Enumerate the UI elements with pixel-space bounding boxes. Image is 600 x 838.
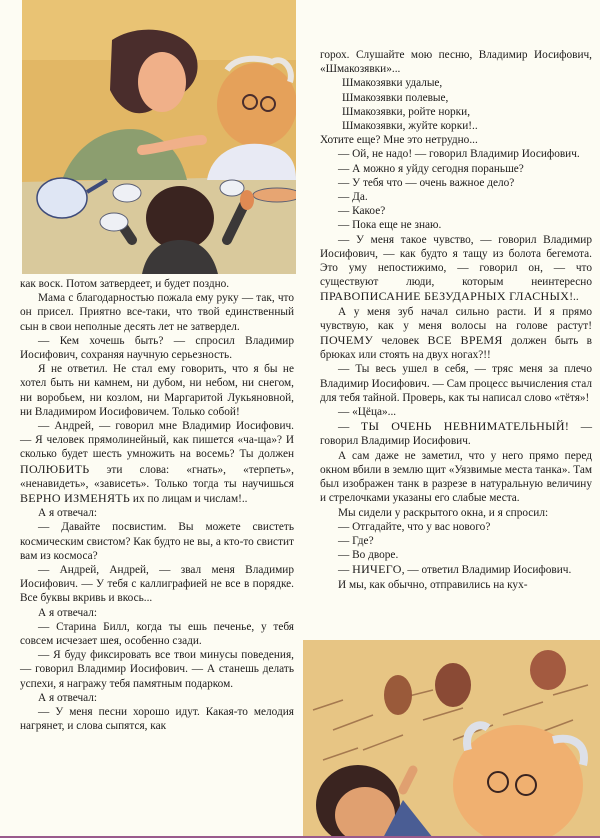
text-run: А у меня зуб начал сильно расти. И я прямо чувствую, как у меня волосы на голове растут! xyxy=(320,305,592,332)
tea-table-scene-icon xyxy=(22,0,296,274)
paragraph: Я не ответил. Не стал ему говорить, что я бы не хотел быть ни камнем, ни дубом, ни небом, ни снегом, ни воробьем, ни козлом, ни Маргаритой Лукьяновной, ни Владимиром Иосифовичем. Только собой! xyxy=(20,363,294,418)
paragraph xyxy=(320,419,592,448)
text-run: , — ответил Владимир Иосифович. xyxy=(401,564,572,577)
paragraph: — Андрей, Андрей, — звал меня Владимир Иосифович. — У тебя с каллиграфией не все в порядке. Все буквы вкривь и вкось... xyxy=(20,564,294,605)
verse-line: Шмакозявки удалые, xyxy=(342,77,443,90)
paragraph: — «Цёца»... xyxy=(338,406,397,419)
paragraph: — Давайте посвистим. Вы можете свистеть космическим свистом? Как будто не вы, а кто-то свистит вам из космоса? xyxy=(20,521,294,562)
paragraph: — Ой, не надо! — говорил Владимир Иосифович. xyxy=(338,148,580,161)
text-run: — xyxy=(338,421,361,434)
paragraph xyxy=(320,233,592,305)
paragraph: А я отвечал: xyxy=(38,606,98,619)
paragraph: — Да. xyxy=(338,191,368,204)
text-run: их по лицам и числам!.. xyxy=(130,493,248,506)
paragraph: — У меня песни хорошо идут. Какая-то мелодия нагрянет, и слова сыпятся, как xyxy=(20,706,294,733)
paragraph: — Кем хочешь быть? — спросил Владимир Иосифович, сохраняя научную серьезность. xyxy=(20,334,294,362)
paragraph: — Во дворе. xyxy=(338,549,399,562)
text-run: !.. xyxy=(569,291,579,304)
text-run: — У меня такое чувство, — говорил Владимир Иосифович, — как будто я тащу из болота бегемота. Это уму непостижимо, — говорил он, — что существуют люди, которым неинтересно xyxy=(320,233,592,289)
paragraph: как воск. Потом затвердеет, и будет поздно. xyxy=(20,278,230,290)
paragraph: — Я буду фиксировать все твои минусы поведения, — говорил Владимир Иосифович. — А станешь делать успехи, я награжу тебя памятным подарком. xyxy=(20,649,294,690)
paragraph: — Какое? xyxy=(338,205,386,218)
paragraph xyxy=(320,562,592,577)
text-run: — говорил Владимир Иосифович. xyxy=(320,421,592,448)
verse-line: Шмакозявки, ройте норки, xyxy=(342,105,471,118)
paragraph xyxy=(320,305,592,363)
paragraph: Хотите еще? Мне это нетрудно... xyxy=(320,134,478,147)
paragraph: горох. Слушайте мою песню, Владимир Иосифович, «Шмакозявки»... xyxy=(320,49,592,76)
paragraph: И мы, как обычно, отправились на кух- xyxy=(338,578,528,591)
paragraph: — Где? xyxy=(338,534,374,547)
capitalized-emphasis: ТЫ ОЧЕНЬ НЕВНИМАТЕЛЬНЫЙ! xyxy=(360,419,570,434)
text-run: — Андрей, — говорил мне Владимир Иосифович. — Я человек прямолинейный, как пишется «ча-ща»? И сколько будет шесть умножить на восемь? Ты должен xyxy=(20,420,294,461)
text-run: должен быть в брюках или стоять на двух ногах?!! xyxy=(320,335,592,362)
verse-line: Шмакозявки полевые, xyxy=(342,91,449,104)
paragraph: Мы сидели у раскрытого окна, и я спросил: xyxy=(338,506,549,519)
illustration-field-creatures xyxy=(303,640,600,838)
capitalized-emphasis: ПОЛЮБИТЬ xyxy=(20,461,90,476)
paragraph: — Пока еще не знаю. xyxy=(338,219,442,232)
text-run: эти слова: «гнать», «терпеть», «ненавидеть», «зависеть». Только тогда ты научишься xyxy=(20,463,294,490)
field-scene-icon xyxy=(303,640,600,838)
song-verse xyxy=(320,76,592,133)
capitalized-emphasis: ПРАВОПИСАНИЕ БЕЗУДАРНЫХ ГЛАСНЫХ xyxy=(320,289,570,304)
illustration-tea-table xyxy=(22,0,296,274)
paragraph: А сам даже не заметил, что у него прямо перед окном вбили в землю щит «Уязвимые места танка». Там был изображен танк в разрезе в натуральную величину и стрелочками указаны его слабые места. xyxy=(320,449,592,505)
text-run: человек xyxy=(373,335,428,348)
paragraph: — У тебя что — очень важное дело? xyxy=(338,176,515,189)
paragraph: А я отвечал: xyxy=(38,507,98,520)
paragraph xyxy=(20,419,294,506)
text-run: — xyxy=(338,564,353,577)
capitalized-emphasis: НИЧЕГО xyxy=(352,562,402,577)
paragraph: Мама с благодарностью пожала ему руку — так, что он присел. Приятно все-таки, что твой единственный сын в свои неполные десять лет не затвердел. xyxy=(20,292,294,333)
paragraph: — А можно я уйду сегодня пораньше? xyxy=(338,162,524,175)
capitalized-emphasis: ВСЕ ВРЕМЯ xyxy=(427,333,503,348)
paragraph: А я отвечал: xyxy=(38,691,98,704)
paragraph: — Старина Билл, когда ты ешь печенье, у тебя совсем исчезает шея, особенно сзади. xyxy=(20,620,294,648)
verse-line: Шмакозявки, жуйте корки!.. xyxy=(342,120,478,133)
capitalized-emphasis: ВЕРНО ИЗМЕНЯТЬ xyxy=(20,491,131,506)
right-text-column xyxy=(320,48,592,592)
paragraph: — Ты весь ушел в себя, — тряс меня за плечо Владимир Иосифович. — Сам процесс вычисления стал для тебя тайной. Проверь, как ты написал слово «тётя»! xyxy=(320,363,592,404)
capitalized-emphasis: ПОЧЕМУ xyxy=(320,333,374,348)
left-text-column xyxy=(20,277,294,734)
paragraph: — Отгадайте, что у вас нового? xyxy=(338,520,491,533)
